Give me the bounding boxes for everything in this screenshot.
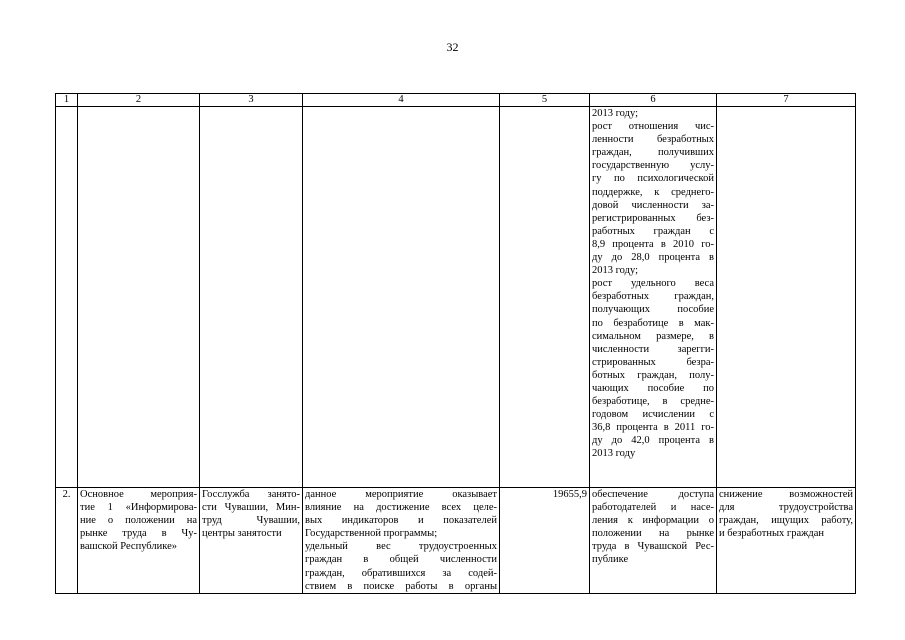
header-cell: 4 bbox=[303, 94, 500, 107]
text-line: обеспечение доступа bbox=[592, 489, 714, 500]
text-line: получающих пособие bbox=[592, 304, 714, 316]
text-line: симальном размере, в bbox=[592, 330, 714, 342]
table-row bbox=[56, 488, 856, 594]
text-line: ленности безработных bbox=[592, 134, 714, 146]
text-line: граждан, получивших bbox=[592, 147, 714, 159]
text-line: центры занятости bbox=[202, 528, 282, 540]
text-line: труда в Чувашской Рес- bbox=[592, 541, 714, 553]
text-line: численности зарегги- bbox=[592, 343, 714, 355]
text-line: удельный вес трудоустроенных bbox=[305, 541, 497, 553]
text-line: 8,9 процента в 2010 го- bbox=[592, 238, 714, 250]
header-cell: 7 bbox=[717, 94, 856, 107]
text-line: граждан в общей численности bbox=[305, 554, 497, 566]
text-line: Государственной программы; bbox=[305, 528, 438, 540]
text-line: работодателей и насе- bbox=[592, 502, 714, 514]
text-line: 2013 году; bbox=[592, 265, 638, 277]
text-line: Госслужба занято- bbox=[202, 489, 300, 500]
text-line: публике bbox=[592, 554, 629, 566]
text-line: вашской Республике» bbox=[80, 541, 177, 553]
text-line: безработных граждан, bbox=[592, 291, 714, 303]
text-line: государственную услу- bbox=[592, 160, 714, 172]
text-line: рост удельного веса bbox=[592, 278, 714, 290]
text-line: годовом исчислении с bbox=[592, 409, 714, 421]
empty-cell bbox=[303, 107, 500, 488]
text-line: труд Чувашии, bbox=[202, 515, 300, 527]
text-line: Основное мероприя- bbox=[80, 489, 197, 500]
text-line: гу по психологической bbox=[592, 173, 714, 185]
text-line: довой численности за- bbox=[592, 199, 714, 211]
text-line: и безработных граждан bbox=[719, 528, 824, 540]
header-cell: 1 bbox=[56, 94, 78, 107]
text-line: вых индикаторов и показателей bbox=[305, 515, 497, 527]
text-line: граждан, обратившихся за содей- bbox=[305, 567, 497, 579]
text-line: регистрированных без- bbox=[592, 212, 714, 224]
page-number: 32 bbox=[446, 40, 459, 54]
text-line: поддержке, к среднего- bbox=[592, 186, 714, 198]
empty-cell bbox=[500, 107, 590, 488]
text-line: данное мероприятие оказывает bbox=[305, 489, 497, 500]
empty-cell bbox=[56, 107, 78, 488]
relation-cell bbox=[303, 488, 500, 594]
text-line: ние о положении на bbox=[80, 515, 197, 527]
text-line: 36,8 процента в 2011 го- bbox=[592, 422, 714, 434]
funding-cell: 19655,9 bbox=[500, 488, 590, 594]
text-line: 2013 году; bbox=[592, 108, 638, 119]
activity-cell bbox=[78, 488, 200, 594]
text-line: рынке труда в Чу- bbox=[80, 528, 197, 540]
text-line: снижение возможностей bbox=[719, 489, 853, 500]
text-line: сти Чувашии, Мин- bbox=[202, 502, 300, 514]
header-cell: 2 bbox=[78, 94, 200, 107]
text-line: ду до 28,0 процента в bbox=[592, 252, 714, 264]
text-line: тие 1 «Информирова- bbox=[80, 502, 197, 514]
text-line: чающих пособие по bbox=[592, 382, 714, 394]
text-line: ботных граждан, полу- bbox=[592, 369, 714, 381]
row-number: 2. bbox=[56, 488, 78, 594]
text-line: положении на рынке bbox=[592, 528, 714, 540]
text-line: стрированных безра- bbox=[592, 356, 714, 368]
empty-cell bbox=[200, 107, 303, 488]
empty-cell bbox=[78, 107, 200, 488]
continuation-row bbox=[56, 107, 856, 488]
text-line: работных граждан с bbox=[592, 225, 714, 237]
empty-cell bbox=[717, 107, 856, 488]
header-cell: 6 bbox=[590, 94, 717, 107]
text-line: рост отношения чис- bbox=[592, 121, 714, 133]
text-line: по безработице в мак- bbox=[592, 317, 714, 329]
results-cell bbox=[590, 107, 717, 488]
results-cell bbox=[590, 488, 717, 594]
text-line: безработице, в средне- bbox=[592, 396, 714, 408]
header-cell: 5 bbox=[500, 94, 590, 107]
executor-cell bbox=[200, 488, 303, 594]
text-line: ду до 42,0 процента в bbox=[592, 435, 714, 447]
header-cell: 3 bbox=[200, 94, 303, 107]
text-line: влияние на достижение всех целе- bbox=[305, 502, 497, 514]
program-table bbox=[55, 93, 856, 594]
header-row bbox=[56, 94, 856, 107]
text-line: для трудоустройства bbox=[719, 502, 853, 514]
text-line: ствием в поиске работы в органы bbox=[305, 580, 497, 592]
text-line: ления к информации о bbox=[592, 515, 714, 527]
text-line: 2013 году bbox=[592, 448, 636, 460]
text-line: граждан, ищущих работу, bbox=[719, 515, 853, 527]
consequence-cell bbox=[717, 488, 856, 594]
